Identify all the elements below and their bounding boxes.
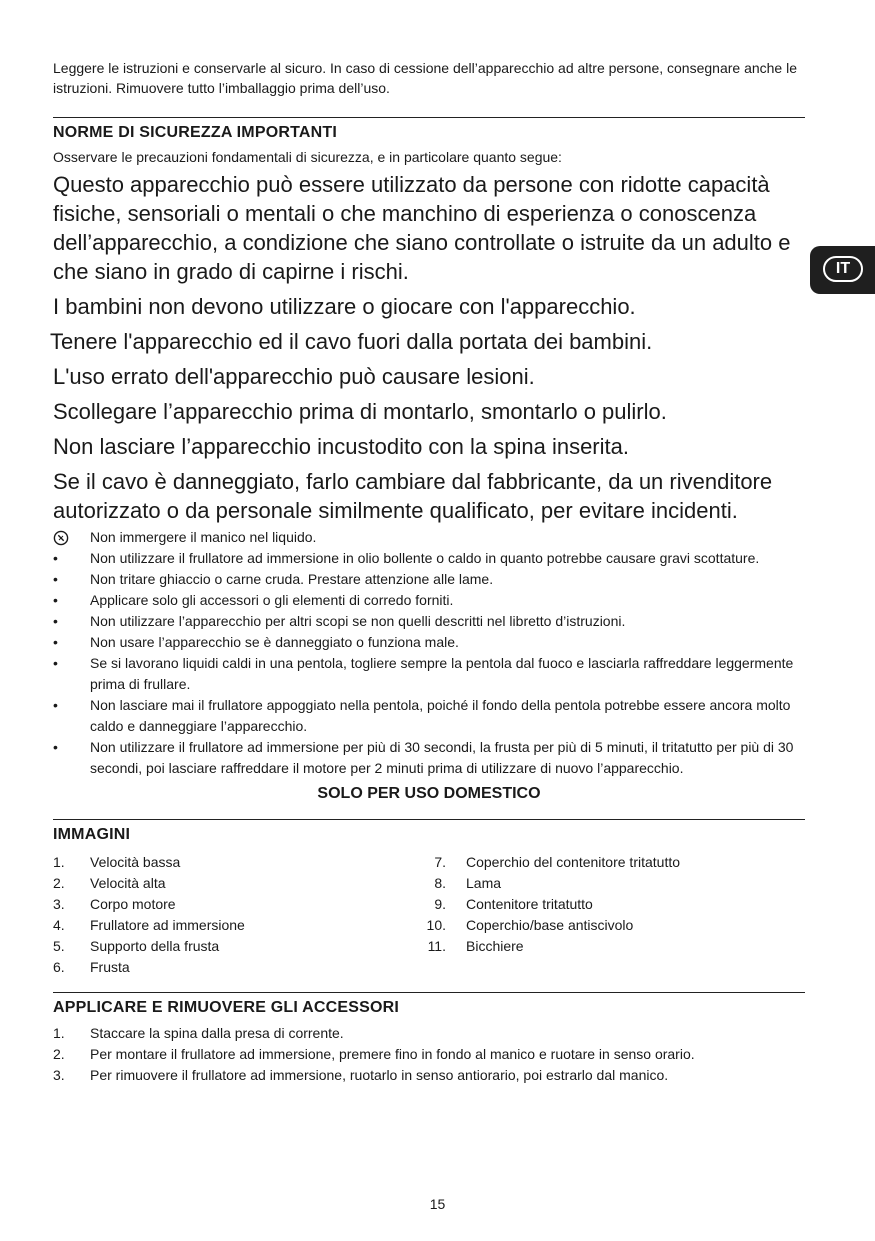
list-item bbox=[53, 590, 805, 611]
list-item-text: Se si lavorano liquidi caldi in una pentola, togliere sempre la pentola dal fuoco e lasciarla raffreddare leggermente prima di frullare. bbox=[90, 655, 794, 692]
big-warning: I bambini non devono utilizzare o giocare con l'apparecchio. bbox=[53, 294, 636, 319]
item-number: 11. bbox=[427, 938, 446, 954]
big-warnings bbox=[50, 170, 805, 525]
item-label: Coperchio del contenitore tritatutto bbox=[466, 854, 681, 870]
list-item bbox=[53, 611, 805, 632]
step-text: Per rimuovere il frullatore ad immersione, ruotarlo in senso antiorario, poi estrarlo dal manico. bbox=[90, 1067, 669, 1083]
list-item bbox=[53, 936, 428, 957]
list-item bbox=[53, 1065, 805, 1086]
bullet: • bbox=[53, 592, 58, 608]
item-number: 10. bbox=[426, 917, 446, 933]
big-warning: Scollegare l’apparecchio prima di montarlo, smontarlo o pulirlo. bbox=[53, 399, 667, 424]
item-label: Velocità alta bbox=[90, 875, 166, 891]
step-text: Staccare la spina dalla presa di corrente. bbox=[90, 1025, 344, 1041]
step-text: Per montare il frullatore ad immersione, premere fino in fondo al manico e ruotare in senso orario. bbox=[90, 1046, 695, 1062]
item-number: 9. bbox=[434, 896, 446, 912]
list-item bbox=[428, 852, 803, 873]
item-label: Coperchio/base antiscivolo bbox=[466, 917, 634, 933]
language-label: IT bbox=[823, 256, 863, 282]
list-item-text: Applicare solo gli accessori o gli elementi di corredo forniti. bbox=[90, 592, 454, 608]
list-item bbox=[53, 894, 428, 915]
bullet: • bbox=[53, 550, 58, 566]
parts-list bbox=[53, 852, 805, 978]
item-number: 5. bbox=[53, 938, 65, 954]
list-item bbox=[53, 1044, 805, 1065]
list-item bbox=[428, 873, 803, 894]
item-number: 6. bbox=[53, 959, 65, 975]
list-item-text: Non utilizzare l’apparecchio per altri scopi se non quelli descritti nel libretto d’istruzioni. bbox=[90, 613, 626, 629]
list-item-text: Non utilizzare il frullatore ad immersione per più di 30 secondi, la frusta per più di 5 minuti, il tritatutto per più di 30 secondi, poi lasciare raffreddare il motore per 2 minuti prima di utilizzare di nuovo l’apparecchio. bbox=[90, 739, 794, 776]
domestic-use-notice: SOLO PER USO DOMESTICO bbox=[317, 785, 541, 802]
list-item bbox=[428, 915, 803, 936]
bullet: • bbox=[53, 739, 58, 755]
section-divider bbox=[53, 992, 805, 993]
big-warning: Se il cavo è danneggiato, farlo cambiare dal fabbricante, da un rivenditore autorizzato o da personale similmente qualificato, per evitare incidenti. bbox=[53, 469, 773, 523]
item-label: Corpo motore bbox=[90, 896, 176, 912]
big-warning: Non lasciare l’apparecchio incustodito con la spina inserita. bbox=[53, 434, 629, 459]
item-label: Lama bbox=[466, 875, 502, 891]
section-divider bbox=[53, 117, 805, 118]
bullet: • bbox=[53, 655, 58, 671]
list-item-text: Non immergere il manico nel liquido. bbox=[90, 529, 317, 545]
item-number: 3. bbox=[53, 896, 65, 912]
item-label: Contenitore tritatutto bbox=[466, 896, 593, 912]
item-number: 1. bbox=[53, 854, 65, 870]
list-item bbox=[53, 915, 428, 936]
item-number: 8. bbox=[434, 875, 446, 891]
item-label: Velocità bassa bbox=[90, 854, 181, 870]
list-item bbox=[53, 527, 805, 548]
item-label: Frusta bbox=[90, 959, 130, 975]
list-item-text: Non utilizzare il frullatore ad immersione in olio bollente o caldo in quanto potrebbe causare gravi scottature. bbox=[90, 550, 760, 566]
language-tab bbox=[810, 246, 875, 294]
list-item bbox=[53, 1023, 805, 1044]
page-number: 15 bbox=[429, 1196, 446, 1212]
accessories-title: APPLICARE E RIMUOVERE GLI ACCESSORI bbox=[53, 999, 399, 1016]
list-item bbox=[428, 894, 803, 915]
bullet: • bbox=[53, 571, 58, 587]
item-number: 2. bbox=[53, 1046, 65, 1062]
item-label: Bicchiere bbox=[466, 938, 524, 954]
list-item-text: Non tritare ghiaccio o carne cruda. Prestare attenzione alle lame. bbox=[90, 571, 494, 587]
item-number: 4. bbox=[53, 917, 65, 933]
intro-text: Leggere le istruzioni e conservarle al sicuro. In caso di cessione dell’apparecchio ad altre persone, consegnare anche le istruzioni. Rimuovere tutto l’imballaggio prima dell’uso. bbox=[53, 60, 797, 96]
item-number: 1. bbox=[53, 1025, 65, 1041]
parts-column-right bbox=[428, 852, 803, 978]
big-warning: Questo apparecchio può essere utilizzato da persone con ridotte capacità fisiche, sensoriali o mentali o che manchino di esperienza o conoscenza dell’apparecchio, a condizione che siano controllate o istruite da un adulto e che siano in grado di capirne i rischi. bbox=[53, 172, 791, 284]
list-item bbox=[53, 737, 805, 779]
document-page bbox=[50, 58, 805, 1086]
section-divider bbox=[53, 819, 805, 820]
list-item bbox=[53, 957, 428, 978]
item-label: Frullatore ad immersione bbox=[90, 917, 245, 933]
list-item bbox=[53, 548, 805, 569]
big-warning: Tenere l'apparecchio ed il cavo fuori dalla portata dei bambini. bbox=[50, 329, 653, 354]
list-item bbox=[53, 632, 805, 653]
no-immersion-icon bbox=[53, 527, 73, 549]
item-number: 2. bbox=[53, 875, 65, 891]
list-item bbox=[53, 569, 805, 590]
bullet: • bbox=[53, 613, 58, 629]
item-label: Supporto della frusta bbox=[90, 938, 220, 954]
list-item-text: Non lasciare mai il frullatore appoggiato nella pentola, poiché il fondo della pentola potrebbe essere ancora molto caldo e danneggiare l’apparecchio. bbox=[90, 697, 791, 734]
safety-title: NORME DI SICUREZZA IMPORTANTI bbox=[53, 124, 338, 141]
safety-lead: Osservare le precauzioni fondamentali di sicurezza, e in particolare quanto segue: bbox=[53, 149, 562, 165]
list-item bbox=[53, 852, 428, 873]
list-item bbox=[428, 936, 803, 957]
item-number: 3. bbox=[53, 1067, 65, 1083]
accessories-steps bbox=[53, 1023, 805, 1086]
bullet: • bbox=[53, 697, 58, 713]
parts-column-left bbox=[53, 852, 428, 978]
list-item bbox=[53, 695, 805, 737]
images-title: IMMAGINI bbox=[53, 826, 131, 843]
big-warning: L'uso errato dell'apparecchio può causare lesioni. bbox=[53, 364, 535, 389]
list-item-text: Non usare l’apparecchio se è danneggiato o funziona male. bbox=[90, 634, 459, 650]
bullet: • bbox=[53, 634, 58, 650]
safety-bullets bbox=[53, 527, 805, 779]
list-item bbox=[53, 653, 805, 695]
list-item bbox=[53, 873, 428, 894]
item-number: 7. bbox=[434, 854, 446, 870]
